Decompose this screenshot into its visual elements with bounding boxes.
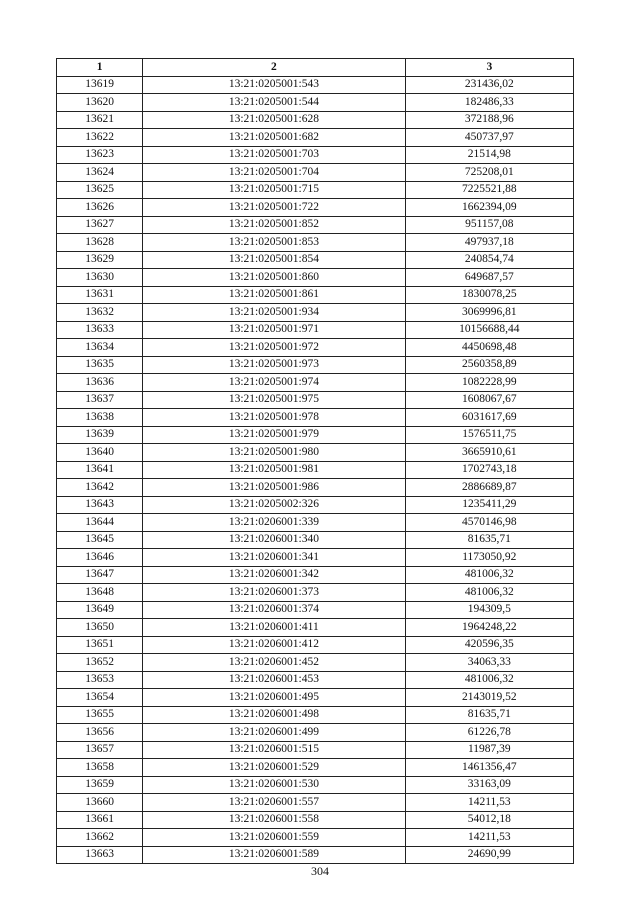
value-cell: 450737,97 <box>405 129 573 147</box>
row-number-cell: 13649 <box>57 601 143 619</box>
value-cell: 481006,32 <box>405 566 573 584</box>
table-row <box>57 286 574 304</box>
row-number-cell: 13635 <box>57 356 143 374</box>
value-cell: 1964248,22 <box>405 619 573 637</box>
header-row <box>57 59 574 77</box>
cadastral-number-cell: 13:21:0206001:558 <box>143 811 406 829</box>
cadastral-number-cell: 13:21:0205001:972 <box>143 339 406 357</box>
value-cell: 951157,08 <box>405 216 573 234</box>
table-row <box>57 619 574 637</box>
value-cell: 240854,74 <box>405 251 573 269</box>
row-number-cell: 13630 <box>57 269 143 287</box>
table-row <box>57 601 574 619</box>
table-row <box>57 339 574 357</box>
value-cell: 14211,53 <box>405 794 573 812</box>
cadastral-number-cell: 13:21:0205001:722 <box>143 199 406 217</box>
table-row <box>57 444 574 462</box>
column-header-3: 3 <box>405 59 573 77</box>
value-cell: 2886689,87 <box>405 479 573 497</box>
cadastral-number-cell: 13:21:0205001:980 <box>143 444 406 462</box>
cadastral-number-cell: 13:21:0205001:861 <box>143 286 406 304</box>
cadastral-number-cell: 13:21:0205001:852 <box>143 216 406 234</box>
row-number-cell: 13662 <box>57 829 143 847</box>
row-number-cell: 13658 <box>57 759 143 777</box>
cadastral-number-cell: 13:21:0205001:978 <box>143 409 406 427</box>
value-cell: 725208,01 <box>405 164 573 182</box>
value-cell: 2560358,89 <box>405 356 573 374</box>
row-number-cell: 13645 <box>57 531 143 549</box>
table-row <box>57 724 574 742</box>
row-number-cell: 13634 <box>57 339 143 357</box>
value-cell: 372188,96 <box>405 111 573 129</box>
value-cell: 3665910,61 <box>405 444 573 462</box>
table-row <box>57 531 574 549</box>
row-number-cell: 13652 <box>57 654 143 672</box>
page-number: 304 <box>311 864 329 878</box>
cadastral-number-cell: 13:21:0206001:495 <box>143 689 406 707</box>
cadastral-number-cell: 13:21:0205001:628 <box>143 111 406 129</box>
value-cell: 34063,33 <box>405 654 573 672</box>
table-row <box>57 671 574 689</box>
row-number-cell: 13620 <box>57 94 143 112</box>
table-row <box>57 216 574 234</box>
cadastral-number-cell: 13:21:0206001:452 <box>143 654 406 672</box>
cadastral-number-cell: 13:21:0205002:326 <box>143 496 406 514</box>
value-cell: 3069996,81 <box>405 304 573 322</box>
cadastral-number-cell: 13:21:0206001:342 <box>143 566 406 584</box>
row-number-cell: 13647 <box>57 566 143 584</box>
value-cell: 33163,09 <box>405 776 573 794</box>
value-cell: 1830078,25 <box>405 286 573 304</box>
row-number-cell: 13638 <box>57 409 143 427</box>
table-row <box>57 76 574 94</box>
cadastral-number-cell: 13:21:0205001:682 <box>143 129 406 147</box>
value-cell: 420596,35 <box>405 636 573 654</box>
table-row <box>57 706 574 724</box>
cadastral-number-cell: 13:21:0205001:703 <box>143 146 406 164</box>
table-row <box>57 741 574 759</box>
table-row <box>57 829 574 847</box>
row-number-cell: 13661 <box>57 811 143 829</box>
table-row <box>57 164 574 182</box>
table-row <box>57 391 574 409</box>
value-cell: 1662394,09 <box>405 199 573 217</box>
table-header <box>57 59 574 77</box>
table-row <box>57 514 574 532</box>
value-cell: 231436,02 <box>405 76 573 94</box>
row-number-cell: 13657 <box>57 741 143 759</box>
row-number-cell: 13629 <box>57 251 143 269</box>
table-body <box>57 76 574 864</box>
value-cell: 4450698,48 <box>405 339 573 357</box>
row-number-cell: 13625 <box>57 181 143 199</box>
table-row <box>57 321 574 339</box>
row-number-cell: 13648 <box>57 584 143 602</box>
row-number-cell: 13636 <box>57 374 143 392</box>
table-row <box>57 129 574 147</box>
cadastral-number-cell: 13:21:0205001:860 <box>143 269 406 287</box>
value-cell: 1608067,67 <box>405 391 573 409</box>
value-cell: 194309,5 <box>405 601 573 619</box>
cadastral-number-cell: 13:21:0206001:411 <box>143 619 406 637</box>
cadastral-number-cell: 13:21:0206001:339 <box>143 514 406 532</box>
data-table <box>56 58 574 864</box>
table-row <box>57 199 574 217</box>
row-number-cell: 13622 <box>57 129 143 147</box>
row-number-cell: 13656 <box>57 724 143 742</box>
table-row <box>57 111 574 129</box>
column-header-2: 2 <box>143 59 406 77</box>
table-row <box>57 846 574 864</box>
cadastral-number-cell: 13:21:0205001:543 <box>143 76 406 94</box>
value-cell: 7225521,88 <box>405 181 573 199</box>
value-cell: 11987,39 <box>405 741 573 759</box>
value-cell: 54012,18 <box>405 811 573 829</box>
table-row <box>57 584 574 602</box>
row-number-cell: 13663 <box>57 846 143 864</box>
table-row <box>57 496 574 514</box>
cadastral-number-cell: 13:21:0205001:973 <box>143 356 406 374</box>
table-row <box>57 374 574 392</box>
table-row <box>57 304 574 322</box>
cadastral-number-cell: 13:21:0206001:412 <box>143 636 406 654</box>
row-number-cell: 13641 <box>57 461 143 479</box>
table-row <box>57 269 574 287</box>
cadastral-number-cell: 13:21:0206001:529 <box>143 759 406 777</box>
row-number-cell: 13621 <box>57 111 143 129</box>
cadastral-number-cell: 13:21:0205001:853 <box>143 234 406 252</box>
value-cell: 4570146,98 <box>405 514 573 532</box>
row-number-cell: 13637 <box>57 391 143 409</box>
table-row <box>57 654 574 672</box>
table-row <box>57 811 574 829</box>
cadastral-number-cell: 13:21:0206001:589 <box>143 846 406 864</box>
value-cell: 81635,71 <box>405 706 573 724</box>
table-row <box>57 549 574 567</box>
value-cell: 24690,99 <box>405 846 573 864</box>
row-number-cell: 13643 <box>57 496 143 514</box>
table-row <box>57 426 574 444</box>
row-number-cell: 13659 <box>57 776 143 794</box>
row-number-cell: 13640 <box>57 444 143 462</box>
row-number-cell: 13632 <box>57 304 143 322</box>
table-row <box>57 759 574 777</box>
cadastral-number-cell: 13:21:0205001:544 <box>143 94 406 112</box>
table-row <box>57 251 574 269</box>
row-number-cell: 13644 <box>57 514 143 532</box>
row-number-cell: 13646 <box>57 549 143 567</box>
cadastral-number-cell: 13:21:0206001:530 <box>143 776 406 794</box>
cadastral-number-cell: 13:21:0205001:704 <box>143 164 406 182</box>
table-row <box>57 181 574 199</box>
cadastral-number-cell: 13:21:0206001:499 <box>143 724 406 742</box>
value-cell: 21514,98 <box>405 146 573 164</box>
cadastral-number-cell: 13:21:0206001:373 <box>143 584 406 602</box>
value-cell: 1576511,75 <box>405 426 573 444</box>
value-cell: 2143019,52 <box>405 689 573 707</box>
cadastral-number-cell: 13:21:0205001:975 <box>143 391 406 409</box>
value-cell: 481006,32 <box>405 671 573 689</box>
cadastral-number-cell: 13:21:0205001:934 <box>143 304 406 322</box>
row-number-cell: 13660 <box>57 794 143 812</box>
row-number-cell: 13651 <box>57 636 143 654</box>
row-number-cell: 13628 <box>57 234 143 252</box>
cadastral-number-cell: 13:21:0205001:981 <box>143 461 406 479</box>
row-number-cell: 13639 <box>57 426 143 444</box>
row-number-cell: 13631 <box>57 286 143 304</box>
column-header-1: 1 <box>57 59 143 77</box>
row-number-cell: 13627 <box>57 216 143 234</box>
cadastral-number-cell: 13:21:0206001:453 <box>143 671 406 689</box>
table-row <box>57 479 574 497</box>
cadastral-number-cell: 13:21:0206001:340 <box>143 531 406 549</box>
value-cell: 1173050,92 <box>405 549 573 567</box>
table-row <box>57 146 574 164</box>
value-cell: 1235411,29 <box>405 496 573 514</box>
value-cell: 61226,78 <box>405 724 573 742</box>
cadastral-number-cell: 13:21:0206001:515 <box>143 741 406 759</box>
value-cell: 1461356,47 <box>405 759 573 777</box>
cadastral-number-cell: 13:21:0205001:971 <box>143 321 406 339</box>
table-row <box>57 776 574 794</box>
value-cell: 649687,57 <box>405 269 573 287</box>
row-number-cell: 13626 <box>57 199 143 217</box>
cadastral-number-cell: 13:21:0205001:986 <box>143 479 406 497</box>
cadastral-number-cell: 13:21:0206001:374 <box>143 601 406 619</box>
table-row <box>57 461 574 479</box>
value-cell: 1702743,18 <box>405 461 573 479</box>
row-number-cell: 13624 <box>57 164 143 182</box>
table-row <box>57 689 574 707</box>
row-number-cell: 13653 <box>57 671 143 689</box>
value-cell: 10156688,44 <box>405 321 573 339</box>
row-number-cell: 13619 <box>57 76 143 94</box>
cadastral-number-cell: 13:21:0205001:715 <box>143 181 406 199</box>
value-cell: 497937,18 <box>405 234 573 252</box>
value-cell: 14211,53 <box>405 829 573 847</box>
value-cell: 81635,71 <box>405 531 573 549</box>
row-number-cell: 13655 <box>57 706 143 724</box>
row-number-cell: 13642 <box>57 479 143 497</box>
row-number-cell: 13650 <box>57 619 143 637</box>
table-row <box>57 356 574 374</box>
value-cell: 1082228,99 <box>405 374 573 392</box>
table-row <box>57 566 574 584</box>
cadastral-number-cell: 13:21:0206001:498 <box>143 706 406 724</box>
value-cell: 481006,32 <box>405 584 573 602</box>
cadastral-number-cell: 13:21:0206001:557 <box>143 794 406 812</box>
row-number-cell: 13623 <box>57 146 143 164</box>
row-number-cell: 13654 <box>57 689 143 707</box>
cadastral-number-cell: 13:21:0205001:979 <box>143 426 406 444</box>
table-row <box>57 234 574 252</box>
table-row <box>57 636 574 654</box>
cadastral-number-cell: 13:21:0206001:341 <box>143 549 406 567</box>
value-cell: 6031617,69 <box>405 409 573 427</box>
row-number-cell: 13633 <box>57 321 143 339</box>
table-row <box>57 94 574 112</box>
cadastral-number-cell: 13:21:0205001:854 <box>143 251 406 269</box>
table-row <box>57 409 574 427</box>
table-row <box>57 794 574 812</box>
value-cell: 182486,33 <box>405 94 573 112</box>
cadastral-number-cell: 13:21:0206001:559 <box>143 829 406 847</box>
cadastral-number-cell: 13:21:0205001:974 <box>143 374 406 392</box>
